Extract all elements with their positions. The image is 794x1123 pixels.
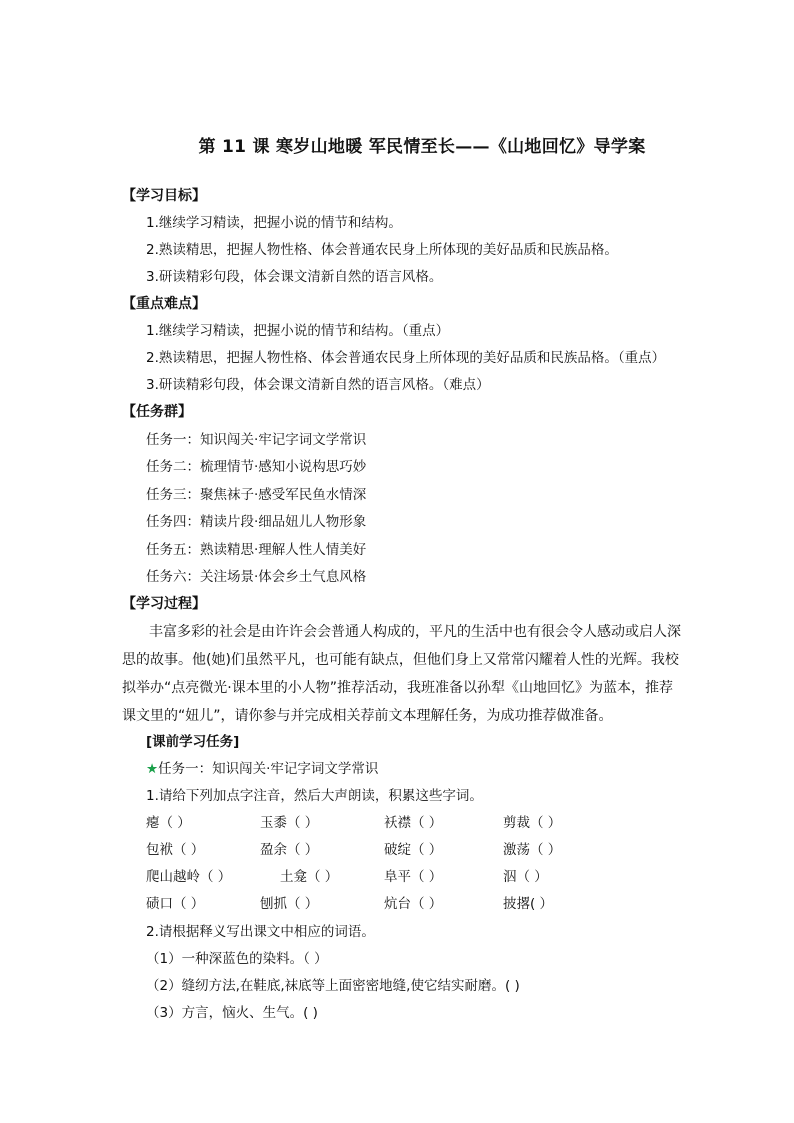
definition-item: （3）方言，恼火、生气。( ) (146, 1005, 318, 1021)
task-item: 任务五：熟读精思·理解人性人情美好 (146, 542, 367, 558)
keypoint-item: 3.研读精彩句段，体会课文清新自然的语言风格。（难点） (146, 377, 490, 393)
task-item: 任务三：聚焦袜子·感受军民鱼水情深 (146, 487, 367, 503)
pinyin-cell: 激荡（ ） (503, 842, 562, 858)
intro-paragraph: 丰富多彩的社会是由许许会会普通人构成的，平凡的生活中也有很会令人感动或启人深思的故事。他(她)们虽然平凡，也可能有缺点，但他们身上又常常闪耀着人性的光辉。我校拟举办“点亮微光·课本里的小人物”推荐活动，我班准备以孙犁《山地回忆》为蓝本，推荐课文里的“妞儿”，请你参与并完成相关荐前文本理解任务，为成功推荐做准备。 (122, 624, 681, 724)
task-item: 任务一：知识闯关·牢记字词文学常识 (146, 432, 367, 448)
section-heading-tasks: 【任务群】 (122, 404, 192, 420)
keypoint-item: 1.继续学习精读，把握小说的情节和结构。（重点） (146, 323, 450, 339)
pinyin-cell: 炕台（ ） (384, 896, 443, 912)
task-item: 任务六：关注场景·体会乡土气息风格 (146, 569, 367, 585)
task-item: 任务四：精读片段·细品妞儿人物形象 (146, 514, 367, 530)
pinyin-cell: 披撂( ） (503, 896, 554, 912)
goal-item: 3.研读精彩句段，体会课文清新自然的语言风格。 (146, 269, 443, 285)
pre-task-heading: [课前学习任务] (146, 734, 240, 750)
definition-item: （1）一种深蓝色的染料。（ ） (146, 951, 328, 967)
pinyin-cell: 包袱（ ） (146, 842, 205, 858)
pinyin-cell: 破绽（ ） (384, 842, 443, 858)
section-heading-keypoints: 【重点难点】 (122, 296, 206, 312)
question-2: 2.请根据释义写出课文中相应的词语。 (146, 924, 375, 940)
pinyin-cell: 阜平（ ） (384, 869, 443, 885)
pinyin-cell: 剪裁（ ） (503, 815, 562, 831)
question-1: 1.请给下列加点字注音，然后大声朗读，积累这些字词。 (146, 788, 483, 804)
definition-item: （2）缝纫方法,在鞋底,袜底等上面密密地缝,使它结实耐磨。( ) (146, 978, 520, 994)
pinyin-cell: 刨抓（ ） (260, 896, 319, 912)
task1-title-row (146, 759, 378, 779)
section-heading-process: 【学习过程】 (122, 596, 206, 612)
pinyin-cell: 袄襟（ ） (384, 815, 443, 831)
pinyin-cell: 盈余（ ） (260, 842, 319, 858)
pinyin-cell: 土龛（ ） (280, 869, 339, 885)
goal-item: 1.继续学习精读，把握小说的情节和结构。 (146, 215, 402, 231)
section-heading-goals: 【学习目标】 (122, 188, 206, 204)
page-title: 第 11 课 寒岁山地暖 军民情至长——《山地回忆》导学案 (198, 137, 646, 157)
pinyin-cell: 玉黍（ ） (260, 815, 319, 831)
star-icon: ★ (146, 761, 159, 777)
pinyin-cell: 瘪（ ） (146, 815, 191, 831)
pinyin-cell: 碛口（ ） (146, 896, 205, 912)
goal-item: 2.熟读精思，把握人物性格、体会普通农民身上所体现的美好品质和民族品格。 (146, 242, 618, 258)
keypoint-item: 2.熟读精思，把握人物性格、体会普通农民身上所体现的美好品质和民族品格。（重点） (146, 350, 666, 366)
pinyin-cell: 爬山越岭（ ） (146, 869, 232, 885)
task-item: 任务二：梳理情节·感知小说构思巧妙 (146, 459, 367, 475)
pinyin-cell: 泅（ ） (503, 869, 548, 885)
task1-title: 任务一：知识闯关·牢记字词文学常识 (158, 761, 379, 777)
